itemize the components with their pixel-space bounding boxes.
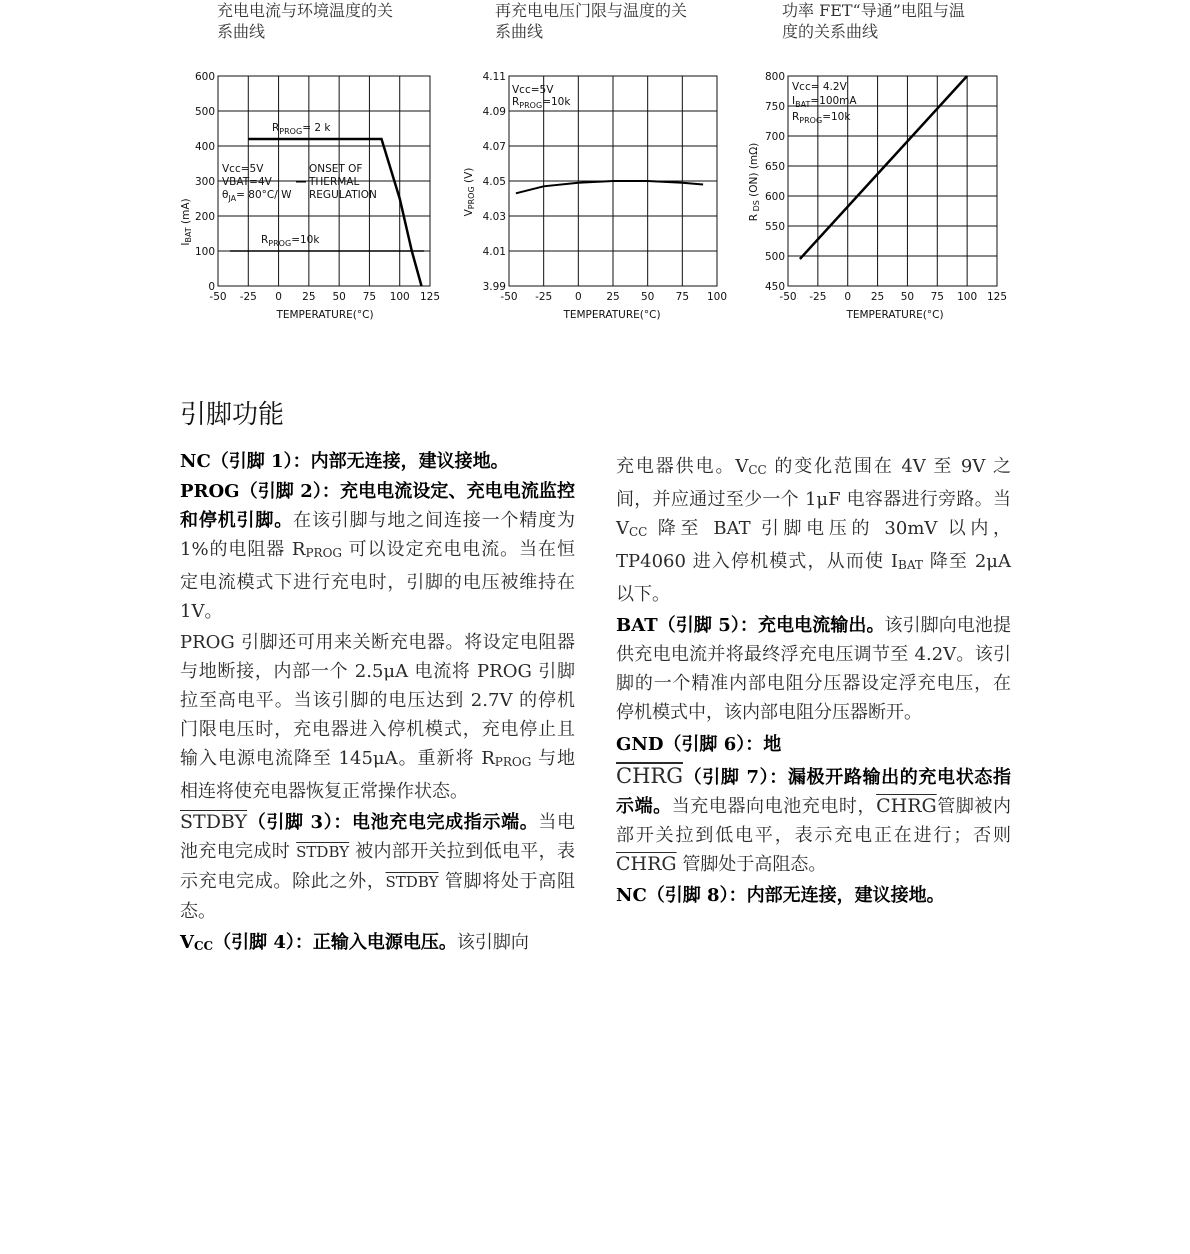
chart1-xlabel: TEMPERATURE(°C) (276, 309, 374, 321)
chart1-onset-2: THERMAL (309, 176, 360, 188)
chart2-y-tick: 4.07 (482, 141, 506, 153)
chart1-onset-1: ONSET OF (309, 163, 363, 175)
pin-nc1: NC（引脚 1）：内部无连接，建议接地。 (180, 451, 509, 472)
chart1-y-tick: 500 (194, 106, 215, 118)
chart1-series-0 (248, 139, 421, 286)
chart1-x-tick: -50 (209, 291, 227, 303)
chart1-x-tick: 75 (362, 291, 377, 303)
chart3-x-tick: 25 (870, 291, 885, 303)
chart2-y-tick: 4.01 (482, 246, 506, 258)
chart2-title (495, 0, 715, 42)
chart3-y-tick: 550 (764, 221, 785, 233)
chart2-x-tick: -25 (535, 291, 553, 303)
chart1-rprog2k-label: $R_{PROG}= 2$ k (272, 122, 331, 136)
chart3-title-line1: 功率 FET“导通”电阻与温 (782, 1, 965, 20)
chart-ibat-vs-temp (175, 62, 450, 327)
chart3-xlabel: TEMPERATURE(°C) (846, 309, 944, 321)
chart3-x-tick: 125 (986, 291, 1008, 303)
chart2-title-line1: 再充电电压门限与温度的关 (495, 1, 688, 20)
chart-vprog-vs-temp (462, 62, 737, 327)
chart3-y-tick: 500 (764, 251, 785, 263)
chart1-x-tick: 125 (419, 291, 441, 303)
pin-prog-detail: PROG 引脚还可用来关断充电器。将设定电阻器与地断接，内部一个 2.5μA 电流将 PROG 引脚拉至高电平。当该引脚的电压达到 2.7V 的停机门限电压时，充电器进入停机模式，充电停止且输入电源电流降至 145μA。重新将 $R_{PROG}$ 与地相连将使充电器恢复正常操作状态。 (180, 632, 575, 802)
chart1-y-tick: 400 (194, 141, 215, 153)
left-column (180, 447, 575, 961)
chart1-y-tick: 600 (194, 71, 215, 83)
chart1-rprog10k-label: $R_{PROG}=10k$ (261, 234, 320, 248)
chart2-svg (462, 62, 737, 327)
chart-rds-vs-temp (745, 62, 1020, 327)
pin-bat: BAT（引脚 5）：充电电流输出。该引脚向电池提供充电电流并将最终浮充电压调节至 4.2V。该引脚的一个精准内部电阻分压器设定浮充电压，在停机模式中，该内部电阻分压器断开。 (616, 615, 1011, 723)
chart2-x-tick: 75 (675, 291, 690, 303)
chart3-title (782, 0, 1002, 42)
chart2-y-tick: 4.09 (482, 106, 506, 118)
chart3-x-tick: 50 (900, 291, 915, 303)
chart1-ylabel: IBAT (mA) (180, 198, 193, 246)
chart1-title-line1: 充电电流与环境温度的关 (217, 1, 394, 20)
chart2-cond-vcc: Vcc=5V (512, 84, 554, 96)
chart2-x-tick: 25 (606, 291, 620, 303)
pin-vcc-continued: 充电器供电。$V_{CC}$ 的变化范围在 4V 至 9V 之间，并应通过至少一个 1μF 电容器进行旁路。当 $V_{CC}$ 降至 BAT 引脚电压的 30mV 以内，TP4060 进入停机模式，从而使 $I_{BAT}$ 降至 2μA 以下。 (616, 456, 1012, 605)
chart1-x-tick: 100 (389, 291, 410, 303)
chart3-y-tick: 700 (764, 131, 785, 143)
chart3-x-tick: -50 (779, 291, 797, 303)
chart3-x-tick: 100 (957, 291, 978, 303)
chart2-y-tick: 3.99 (482, 281, 506, 293)
chart1-title (217, 0, 427, 42)
section-title: 引脚功能 (180, 400, 285, 430)
chart1-x-tick: 50 (332, 291, 346, 303)
pin-prog: PROG（引脚 2）：充电电流设定、充电电流监控和停机引脚。在该引脚与地之间连接一个精度为 1%的电阻器 $R_{PROG}$ 可以设定充电电流。当在恒定电流模式下进行充电时，引脚的电压被维持在 1V。 (180, 481, 576, 622)
chart1-onset-3: REGULATION (309, 189, 377, 201)
chart3-cond-ibat: $I_{BAT}=100mA$ (792, 95, 857, 109)
chart2-y-tick: 4.03 (482, 211, 506, 223)
chart3-x-tick: 75 (930, 291, 944, 303)
chart1-title-line2: 系曲线 (217, 22, 266, 41)
chart3-y-tick: 750 (764, 101, 785, 113)
chart1-x-tick: -25 (239, 291, 257, 303)
chart3-y-tick: 800 (764, 71, 785, 83)
chart3-x-tick: 0 (844, 291, 852, 303)
pin-chrg: CHRG（引脚 7）：漏极开路输出的充电状态指示端。当充电器向电池充电时，CHRG管脚被内部开关拉到低电平，表示充电正在进行；否则CHRG 管脚处于高阻态。 (616, 764, 1011, 875)
pin-gnd: GND（引脚 6）：地 (616, 734, 782, 755)
chart3-ylabel: R DS (ON) (mΩ) (748, 142, 761, 222)
pin-vcc: $V_{CC}$（引脚 4）：正输入电源电压。该引脚向 (180, 932, 529, 953)
chart3-svg (745, 62, 1020, 327)
chart3-y-tick: 650 (764, 161, 785, 173)
right-column (616, 452, 1011, 910)
chart2-x-tick: 0 (574, 291, 582, 303)
pin-nc8: NC（引脚 8）：内部无连接，建议接地。 (616, 885, 945, 906)
chart3-title-line2: 度的关系曲线 (782, 22, 879, 41)
chart1-y-tick: 100 (194, 246, 215, 258)
chart2-ylabel: VPROG (V) (463, 167, 476, 217)
chart3-y-tick: 450 (764, 281, 785, 293)
chart2-y-tick: 4.11 (482, 71, 506, 83)
chart3-cond-rprog: $R_{PROG}=10k$ (792, 111, 851, 125)
chart2-x-tick: 50 (640, 291, 655, 303)
chart2-xlabel: TEMPERATURE(°C) (563, 309, 661, 321)
chart1-x-tick: 0 (275, 291, 282, 303)
chart1-cond-vbat: VBAT=4V (222, 176, 272, 188)
chart1-svg (175, 62, 450, 327)
chart3-cond-vcc: Vcc= 4.2V (792, 81, 847, 93)
chart2-title-line2: 系曲线 (495, 22, 544, 41)
pin-stdby: STDBY（引脚 3）：电池充电完成指示端。当电池充电完成时 STDBY 被内部开关拉到低电平，表示充电完成。除此之外，STDBY 管脚将处于高阻态。 (180, 811, 575, 922)
chart3-y-tick: 600 (764, 191, 785, 203)
chart2-x-tick: -50 (500, 291, 518, 303)
chart2-cond-rprog: $R_{PROG}=10k$ (512, 96, 571, 110)
chart3-frame (788, 76, 997, 286)
chart1-cond-theta: $\theta_{JA}= 80^\circ C/$ W (222, 189, 292, 203)
chart3-x-tick: -25 (809, 291, 827, 303)
chart1-y-tick: 200 (194, 211, 215, 223)
chart1-cond-vcc: Vcc=5V (222, 163, 264, 175)
chart2-y-tick: 4.05 (482, 176, 506, 188)
chart2-x-tick: 100 (706, 291, 728, 303)
chart1-y-tick: 300 (194, 176, 215, 188)
chart1-y-tick: 0 (208, 281, 215, 293)
chart1-x-tick: 25 (302, 291, 316, 303)
